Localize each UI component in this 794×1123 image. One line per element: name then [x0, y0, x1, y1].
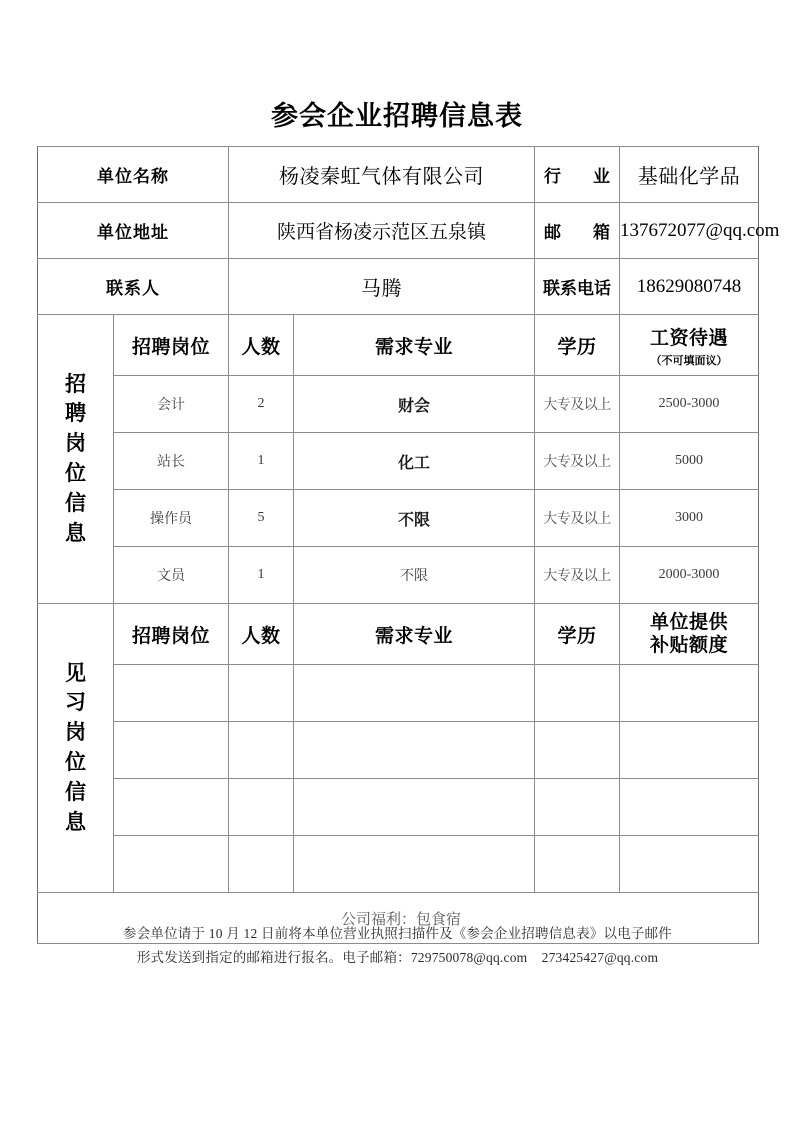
cell-count — [229, 779, 294, 836]
cell-count — [229, 722, 294, 779]
cell-major — [294, 836, 535, 893]
cell-major: 不限 — [294, 547, 535, 604]
section-label-recruit-char-3: 位 — [65, 461, 86, 485]
table-row-contact — [38, 259, 759, 315]
cell-education — [535, 836, 620, 893]
cell-subsidy — [620, 722, 759, 779]
table-row — [38, 836, 759, 893]
field-value-email: 137672077@qq.com — [620, 203, 759, 259]
footer-note-line-2: 形式发送到指定的邮箱进行报名。电子邮箱：729750078@qq.com 273425427@qq.com — [136, 949, 659, 965]
cell-count: 2 — [229, 376, 294, 433]
section-label-recruit-char-1: 聘 — [65, 401, 86, 426]
cell-subsidy — [620, 779, 759, 836]
field-value-industry: 基础化学品 — [620, 147, 759, 203]
cell-count — [229, 665, 294, 722]
cell-count: 1 — [229, 433, 294, 490]
field-label-company-name: 单位名称 — [38, 147, 229, 203]
column-header-major: 需求专业 — [294, 604, 535, 665]
section-label-recruit-char-5: 息 — [65, 520, 86, 545]
cell-position — [114, 665, 229, 722]
cell-education: 大专及以上 — [535, 490, 620, 547]
field-label-industry — [535, 147, 620, 203]
cell-position — [114, 779, 229, 836]
field-label-industry-char1: 行 — [544, 167, 561, 186]
table-row — [38, 376, 759, 433]
cell-major — [294, 665, 535, 722]
field-value-contact-phone: 18629080748 — [620, 259, 759, 315]
cell-subsidy — [620, 665, 759, 722]
field-value-contact-person: 马腾 — [229, 259, 535, 315]
cell-major: 财会 — [294, 376, 535, 433]
section-label-intern-char-1: 习 — [65, 690, 86, 715]
column-header-salary-sub: （不可填面议） — [650, 354, 728, 367]
table-row-company-name — [38, 147, 759, 203]
column-header-salary-main: 工资待遇 — [649, 327, 728, 349]
section-label-intern — [38, 604, 114, 893]
cell-count — [229, 836, 294, 893]
section-label-intern-char-0: 见 — [65, 660, 86, 685]
cell-major — [294, 722, 535, 779]
welfare-text: 公司福利：包食宿 — [38, 893, 759, 944]
cell-education: 大专及以上 — [535, 547, 620, 604]
cell-education: 大专及以上 — [535, 433, 620, 490]
column-header-position: 招聘岗位 — [114, 315, 229, 376]
section-label-intern-char-4: 信 — [65, 779, 86, 804]
table-row-intern-headers — [38, 604, 759, 665]
cell-position — [114, 722, 229, 779]
cell-salary: 3000 — [620, 490, 759, 547]
field-label-email-char2: 箱 — [593, 223, 610, 242]
column-header-position: 招聘岗位 — [114, 604, 229, 665]
table-row — [38, 547, 759, 604]
section-label-recruit-char-2: 岗 — [65, 431, 86, 456]
field-value-company-name: 杨凌秦虹气体有限公司 — [229, 147, 535, 203]
table-row — [38, 490, 759, 547]
section-label-intern-char-5: 息 — [65, 809, 86, 834]
field-label-industry-char2: 业 — [593, 167, 610, 186]
cell-education — [535, 722, 620, 779]
section-label-recruit — [38, 315, 114, 604]
cell-education: 大专及以上 — [535, 376, 620, 433]
section-label-intern-char-2: 岗 — [65, 720, 86, 745]
section-label-recruit-char-4: 信 — [65, 490, 86, 515]
column-header-subsidy-line2: 补贴额度 — [649, 635, 728, 656]
cell-position: 文员 — [114, 547, 229, 604]
recruitment-info-table — [37, 146, 780, 944]
section-label-recruit-char-0: 招 — [65, 371, 86, 396]
cell-major — [294, 779, 535, 836]
footer-note — [37, 922, 758, 969]
cell-salary: 2500-3000 — [620, 376, 759, 433]
column-header-education: 学历 — [535, 604, 620, 665]
cell-count: 5 — [229, 490, 294, 547]
field-label-company-address: 单位地址 — [38, 203, 229, 259]
field-label-email — [535, 203, 620, 259]
cell-count: 1 — [229, 547, 294, 604]
field-value-company-address: 陕西省杨凌示范区五泉镇 — [229, 203, 535, 259]
column-header-subsidy — [620, 604, 759, 665]
field-label-contact-person: 联系人 — [38, 259, 229, 315]
page-title: 参会企业招聘信息表 — [271, 101, 523, 131]
column-header-education: 学历 — [535, 315, 620, 376]
cell-education — [535, 779, 620, 836]
cell-position: 会计 — [114, 376, 229, 433]
table-row — [38, 779, 759, 836]
table-row-recruit-headers — [38, 315, 759, 376]
cell-salary: 5000 — [620, 433, 759, 490]
cell-salary: 2000-3000 — [620, 547, 759, 604]
cell-subsidy — [620, 836, 759, 893]
column-header-salary — [620, 315, 759, 376]
cell-position: 站长 — [114, 433, 229, 490]
field-label-contact-phone: 联系电话 — [535, 259, 620, 315]
column-header-count: 人数 — [229, 604, 294, 665]
column-header-subsidy-line1: 单位提供 — [649, 611, 728, 633]
cell-major: 不限 — [294, 490, 535, 547]
cell-position: 操作员 — [114, 490, 229, 547]
footer-note-line-1: 参会单位请于 10 月 12 日前将本单位营业执照扫描件及《参会企业招聘信息表》以电子邮件 — [123, 926, 672, 941]
field-label-email-char1: 邮 — [544, 223, 561, 242]
column-header-count: 人数 — [229, 315, 294, 376]
table-row-company-address — [38, 203, 759, 259]
table-row — [38, 665, 759, 722]
cell-education — [535, 665, 620, 722]
table-row — [38, 722, 759, 779]
table-row — [38, 433, 759, 490]
cell-position — [114, 836, 229, 893]
column-header-major: 需求专业 — [294, 315, 535, 376]
section-label-intern-char-3: 位 — [65, 750, 86, 774]
cell-major: 化工 — [294, 433, 535, 490]
